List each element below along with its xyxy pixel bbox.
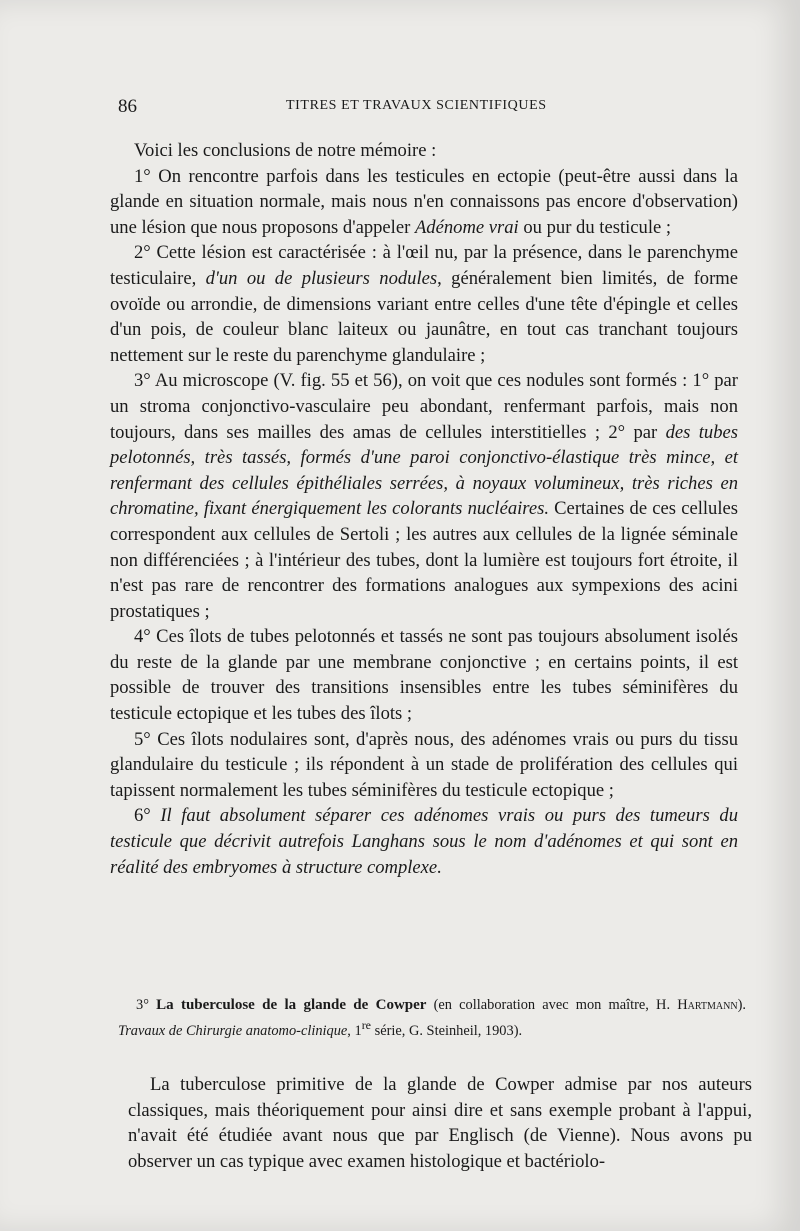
conclusions-intro: Voici les conclusions de notre mémoire : — [134, 140, 437, 161]
page-number: 86 — [118, 96, 137, 117]
conclusion-1-text: 1° On rencontre parfois dans les testicules en ectopie (peut-être aussi dans la glande en situation normale, mais nous n'en connaissons pas encore d'observation) une lésion que nous proposons d'appeler — [110, 165, 738, 238]
conclusion-3-term: des tubes pelotonnés, très tassés, formés d'une paroi conjonctivo-élastique très mince, et renfermant des cellules épithéliales serrées, à noyaux volumineux, très riches en chromatine, fixant énergiquement les colorants nucléaires. — [110, 421, 738, 520]
reference-title: La tuberculose de la glande de Cowper — [156, 997, 427, 1013]
reference-after-author: ). — [737, 997, 746, 1013]
conclusion-3 — [110, 368, 738, 624]
conclusion-2-tail: , généralement bien limités, de forme ovoïde ou arrondie, de dimensions variant entre celles d'une tête d'épingle et celles d'un pois, de couleur blanc laiteux ou jaunâtre, en tout cas tranchant toujours nettement sur le reste du parenchyme glandulaire ; — [110, 267, 738, 366]
conclusion-2-term: d'un ou de plusieurs nodules — [205, 267, 438, 289]
conclusion-3-text: 3° Au microscope (V. fig. 55 et 56), on voit que ces nodules sont formés : 1° par un stroma conjonctivo-vasculaire peu abondant, renfermant parfois, mais non toujours, dans ses mailles des amas de cellules interstitielles ; 2° par — [110, 370, 738, 443]
conclusions-block — [110, 138, 738, 880]
reference-series-sup: re — [361, 1018, 372, 1032]
conclusion-6 — [110, 803, 738, 880]
reference-number: 3° — [136, 997, 157, 1013]
conclusion-1 — [110, 164, 738, 241]
conclusion-3-tail: Certaines de ces cellules correspondent aux cellules de Sertoli ; les autres aux cellules de la lignée séminale non différenciées ; à l'intérieur des tubes, dont la lumière est toujours fort étroite, il n'est pas rare de rencontrer des formations analogues aux sympexions des acini prostatiques ; — [110, 498, 738, 622]
conclusion-6-text: Il faut absolument séparer ces adénomes vrais ou purs des tumeurs du testicule que décrivit autrefois Langhans sous le nom d'adénomes et qui sont en réalité des embryomes à structure complexe. — [110, 805, 738, 878]
conclusion-2-text: 2° Cette lésion est caractérisée : à l'œil nu, par la présence, dans le parenchyme testiculaire, — [110, 242, 738, 289]
reference-journal: Travaux de Chirurgie anatomo-clinique — [118, 1022, 348, 1039]
conclusion-2 — [110, 240, 738, 368]
conclusion-1-term: Adénome vrai — [414, 216, 519, 238]
reference-series-number: , 1 — [347, 1022, 362, 1039]
reference-entry — [118, 995, 746, 1041]
page-header — [118, 96, 738, 126]
running-title: TITRES ET TRAVAUX SCIENTIFIQUES — [286, 98, 547, 113]
reference-author: Hartmann — [677, 997, 738, 1013]
conclusion-1-tail: ou pur du testicule ; — [518, 216, 672, 238]
reference-series-rest: série, G. Steinheil, 1903). — [371, 1022, 523, 1039]
conclusion-6-number: 6° — [134, 805, 161, 827]
cowper-section — [128, 1072, 752, 1174]
reference-collab: (en collaboration avec mon maître, H. — [426, 997, 678, 1013]
bibliographic-reference — [118, 995, 746, 1041]
conclusion-4: 4° Ces îlots de tubes pelotonnés et tassés ne sont pas toujours absolument isolés du reste de la glande par une membrane conjonctive ; en certains points, il est possible de trouver des transitions insensibles entre les tubes séminifères du testicule ectopique et les tubes des îlots ; — [110, 626, 738, 725]
cowper-paragraph: La tuberculose primitive de la glande de Cowper admise par nos auteurs classiques, mais théoriquement pour ainsi dire et sans exemple probant à l'appui, n'avait été étudiée avant nous que par Englisch (de Vienne). Nous avons pu observer un cas typique avec examen histologique et bactériolo- — [128, 1074, 752, 1172]
conclusion-5: 5° Ces îlots nodulaires sont, d'après nous, des adénomes vrais ou purs du tissu glandulaire du testicule ; ils répondent à un stade de prolifération des cellules qui tapissent normalement les tubes séminifères du testicule ectopique ; — [110, 728, 738, 801]
